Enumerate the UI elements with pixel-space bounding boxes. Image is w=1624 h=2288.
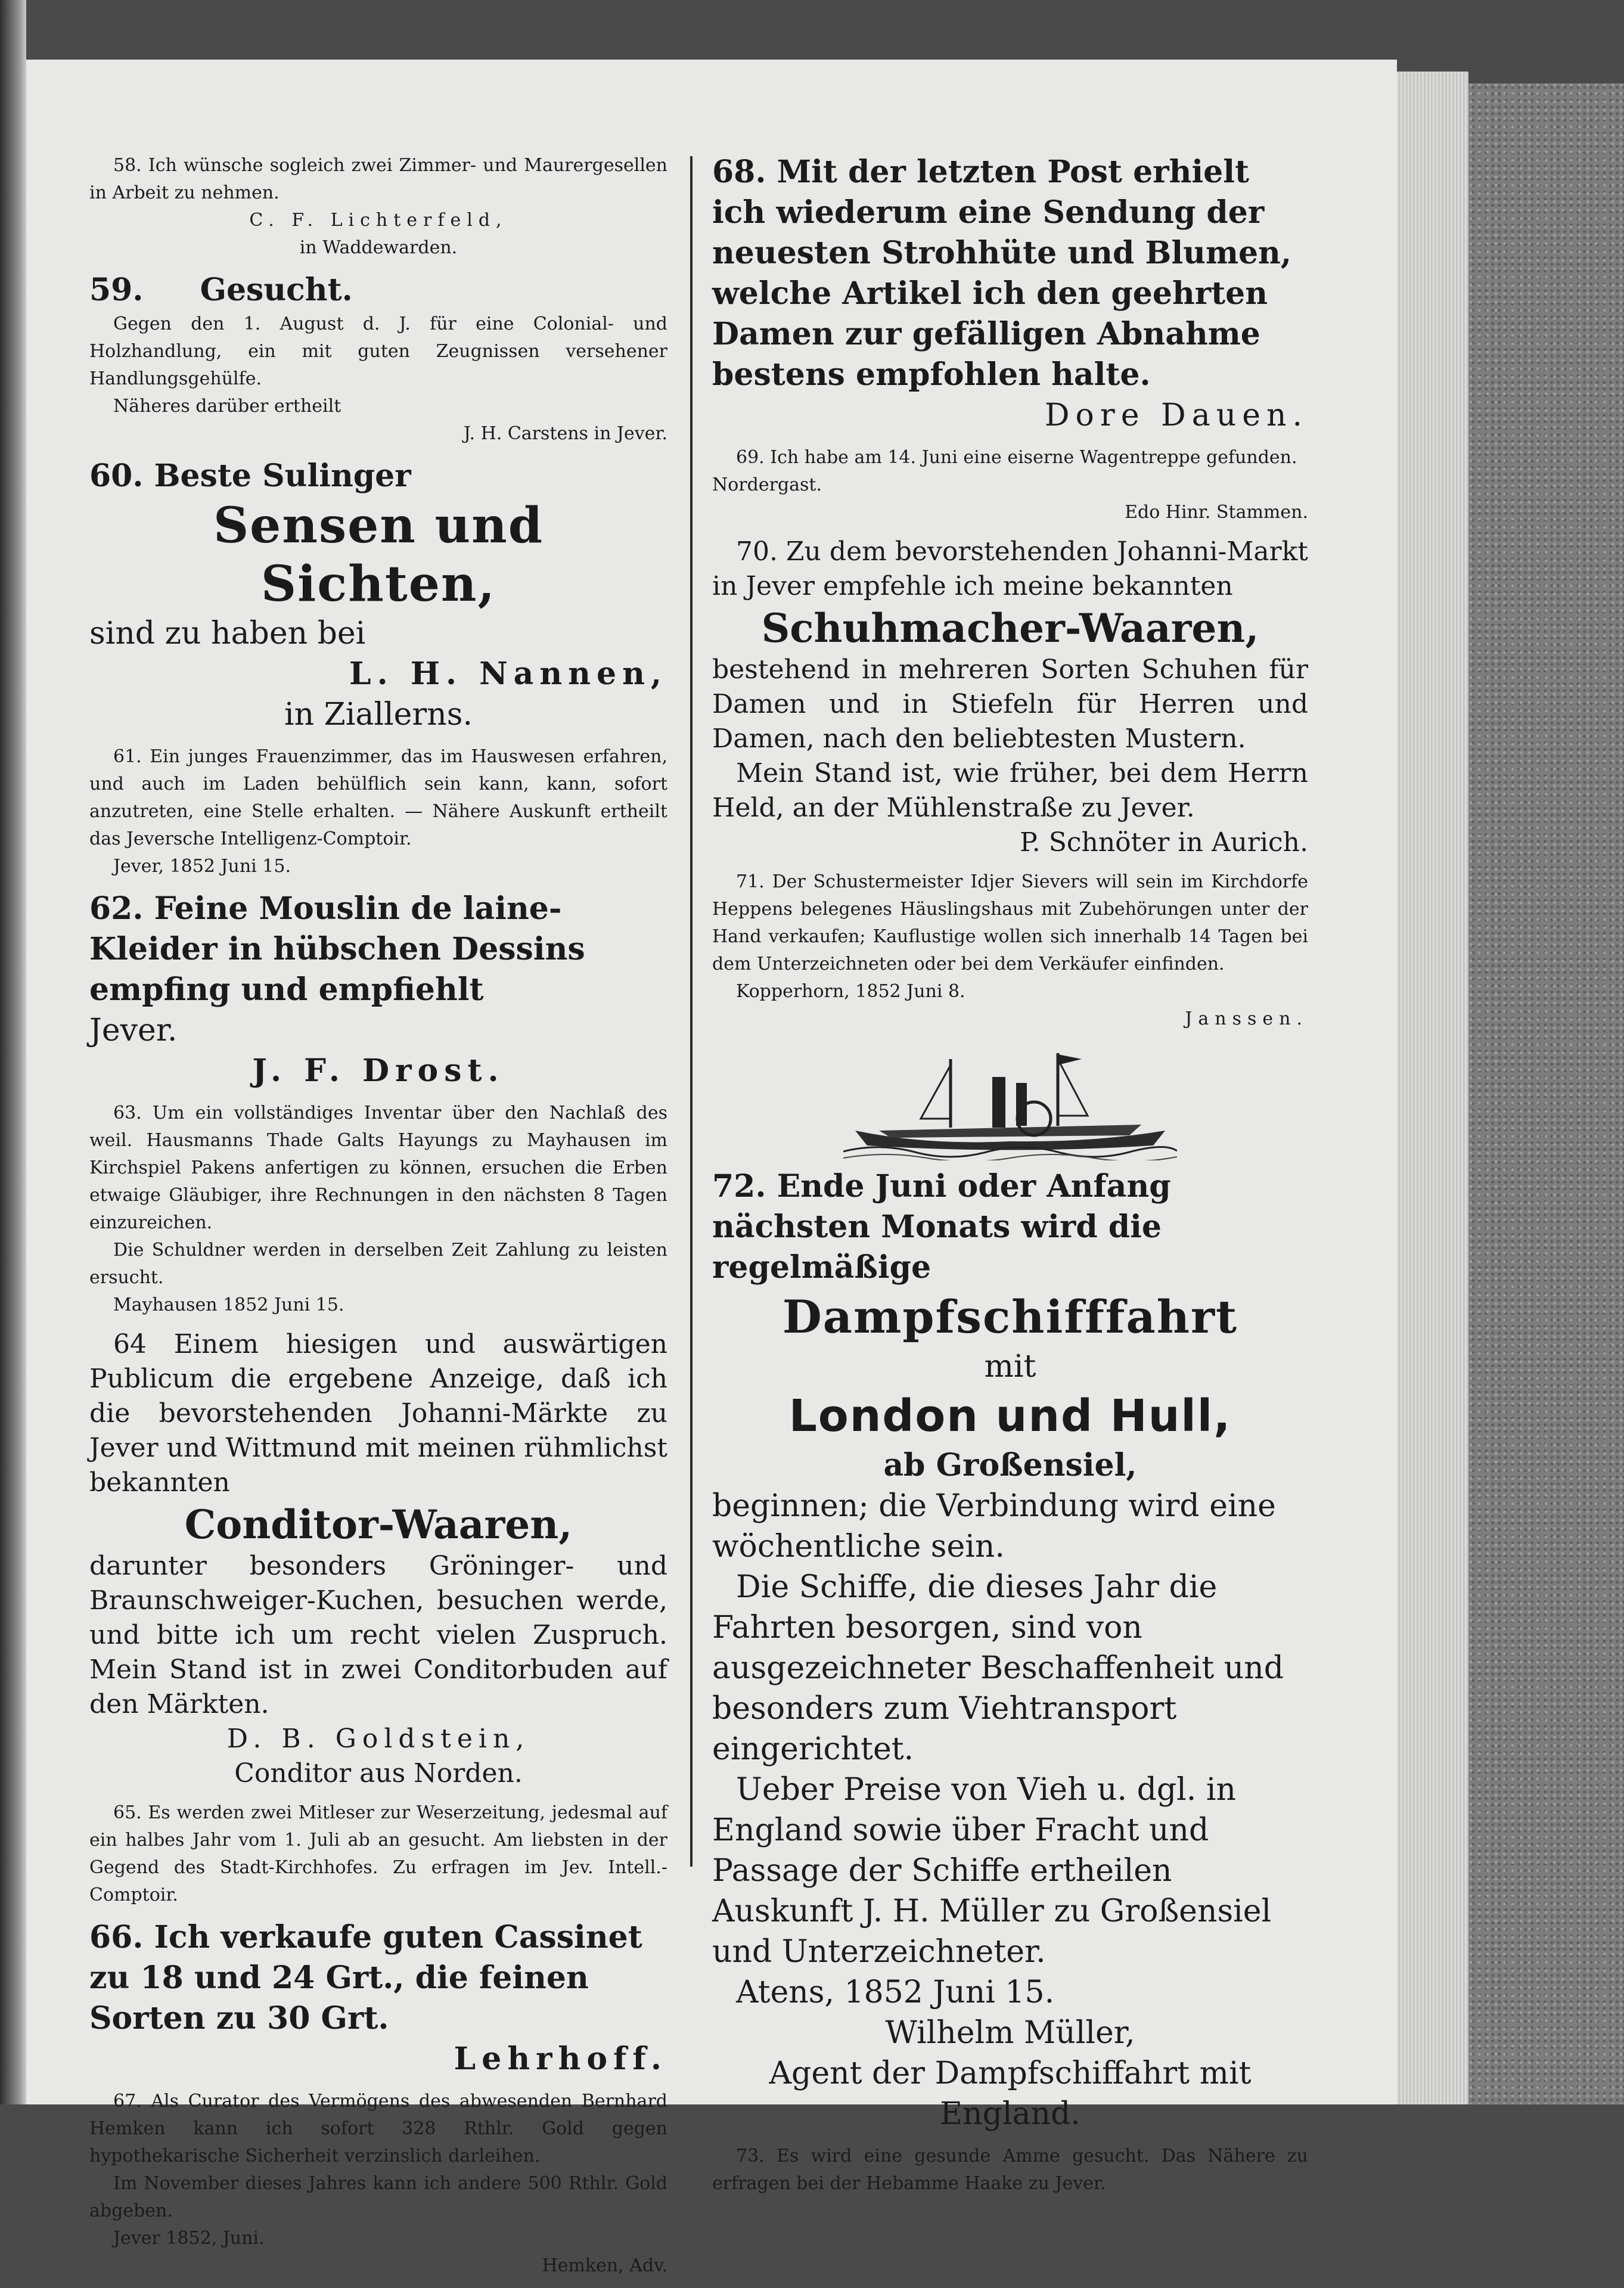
book-page-edges: [1397, 72, 1468, 2104]
ad-66-text: 66. Ich verkaufe guten Cassinet zu 18 und 24 Grt., die feinen Sorten zu 30 Grt.: [89, 1919, 642, 2036]
ad-62: [89, 889, 667, 1091]
ad-65: [89, 1799, 667, 1909]
ad-69-signature: Edo Hinr. Stammen.: [1125, 502, 1308, 523]
ad-72-mit: mit: [984, 1349, 1036, 1384]
ad-68: [712, 152, 1308, 436]
ad-60-head: 60. Beste Sulinger: [89, 458, 411, 494]
ad-63-date: Mayhausen 1852 Juni 15.: [113, 1294, 344, 1315]
ad-59: [89, 270, 667, 448]
ad-72: [712, 1166, 1308, 2134]
ad-72-text: 72. Ende Juni oder Anfang nächsten Monats wird die regelmäßige: [712, 1168, 1171, 1286]
ad-71-text: 71. Der Schustermeister Idjer Sievers will sein im Kirchdorfe Heppens belegenes Häuslingshaus mit Zubehörungen unter der Hand verkaufen; Kauflustige wollen sich innerhalb 14 Tagen bei dem Unterzeichneten oder bei dem Verkäufer einfinden.: [712, 871, 1308, 974]
ad-58-place: in Waddewarden.: [299, 237, 458, 258]
ad-59-number: 59.: [89, 272, 144, 308]
ad-64-text2: darunter besonders Gröninger- und Braunschweiger-Kuchen, besuchen werde, und bitte ich um recht vielen Zuspruch. Mein Stand ist in zwei Conditorbuden auf den Märkten.: [89, 1551, 667, 1719]
ad-72-from: ab Großensiel,: [883, 1447, 1137, 1483]
ad-68-signature: Dore Dauen.: [1044, 398, 1308, 433]
ad-67-text: 67. Als Curator des Vermögens des abwesenden Bernhard Hemken kann ich sofort 328 Rthlr. Gold gegen hypothekarische Sicherheit verzinslich darleihen.: [89, 2091, 667, 2166]
ad-61-text: 61. Ein junges Frauenzimmer, das im Hauswesen erfahren, und auch im Laden behülflich sein kann, kann, sofort anzutreten, eine Stelle erhalten. — Nähere Auskunft ertheilt das Jeversche Intelligenz-Comptoir.: [89, 746, 667, 849]
ad-59-signature: J. H. Carstens in Jever.: [463, 423, 667, 444]
ad-67-text2: Im November dieses Jahres kann ich andere 500 Rthlr. Gold abgeben.: [89, 2173, 667, 2221]
ad-59-more: Näheres darüber ertheilt: [113, 396, 341, 417]
ad-72-text4: Ueber Preise von Vieh u. dgl. in England sowie über Fracht und Passage der Schiffe ertheilen Auskunft J. H. Müller zu Großensiel und Unterzeichneter.: [712, 1772, 1272, 1970]
ad-72-date: Atens, 1852 Juni 15.: [736, 1975, 1055, 2010]
ad-67-date: Jever 1852, Juni.: [113, 2228, 265, 2249]
ad-70-text2: bestehend in mehreren Sorten Schuhen für Damen und in Stiefeln für Herren und Damen, nach den beliebtesten Mustern.: [712, 654, 1308, 754]
ad-71-date: Kopperhorn, 1852 Juni 8.: [736, 981, 965, 1002]
ad-72-destinations: London und Hull,: [788, 1390, 1232, 1442]
steamship-icon: [843, 1041, 1177, 1160]
ad-60-line: sind zu haben bei: [89, 616, 366, 651]
ad-69-text: 69. Ich habe am 14. Juni eine eiserne Wagentreppe gefunden.: [736, 447, 1297, 468]
ad-65-text: 65. Es werden zwei Mitleser zur Weserzeitung, jedesmal auf ein halbes Jahr vom 1. Juli ab an gesucht. Am liebsten in der Gegend des Stadt-Kirchhofes. Zu erfragen im Jev. Intell.-Comptoir.: [89, 1802, 667, 1905]
book-cover: [1468, 83, 1624, 2104]
ad-63-text: 63. Um ein vollständiges Inventar über den Nachlaß des weil. Hausmanns Thade Galts Hayungs zu Mayhausen im Kirchspiel Pakens anfertigen zu können, ersuchen die Erben etwaige Gläubiger, ihre Rechnungen in den nächsten 8 Tagen einzureichen.: [89, 1103, 667, 1233]
ad-59-heading-row: [89, 270, 667, 311]
ad-72-title: Agent der Dampfschiffahrt mit England.: [769, 2056, 1252, 2132]
ad-63: [89, 1100, 667, 1319]
ad-72-signature: Wilhelm Müller,: [885, 2015, 1135, 2051]
ad-61: [89, 743, 667, 880]
ad-71-signature: Janssen.: [1185, 1008, 1308, 1029]
ad-60: [89, 456, 667, 735]
ad-64-product: Conditor-Waaren,: [184, 1501, 573, 1548]
ad-69-place: Nordergast.: [712, 474, 822, 495]
column-divider: [690, 156, 693, 1867]
ad-67-signature: Hemken, Adv.: [542, 2255, 667, 2276]
ad-67: [89, 2088, 667, 2280]
ad-70-text3: Mein Stand ist, wie früher, bei dem Herrn Held, an der Mühlenstraße zu Jever.: [712, 758, 1308, 823]
ad-68-text: 68. Mit der letzten Post erhielt ich wiederum eine Sendung der neuesten Strohhüte und Blumen, welche Artikel ich den geehrten Damen zur gefälligen Abnahme bestens empfohlen halte.: [712, 154, 1291, 393]
ad-72-text2: beginnen; die Verbindung wird eine wöchentliche sein.: [712, 1488, 1276, 1564]
ad-66: [89, 1917, 667, 2079]
ad-64-text: 64 Einem hiesigen und auswärtigen Publicum die ergebene Anzeige, daß ich die bevorstehenden Johanni-Märkte zu Jever und Wittmund mit meinen rühmlichst bekannten: [89, 1329, 667, 1498]
ad-64-signature: D. B. Goldstein,: [226, 1724, 530, 1754]
adjacent-page-edge: [0, 0, 26, 2104]
ad-73-text: 73. Es wird eine gesunde Amme gesucht. Das Nähere zu erfragen bei der Hebamme Haake zu Jever.: [712, 2146, 1308, 2194]
ad-60-product: Sensen und Sichten,: [213, 497, 544, 613]
ad-58-signature: C. F. Lichterfeld,: [249, 210, 508, 231]
ad-58: [89, 152, 667, 262]
right-column: [712, 152, 1308, 2206]
left-column: [89, 152, 667, 2288]
ad-62-signature: J. F. Drost.: [252, 1053, 505, 1089]
ad-60-place: in Ziallerns.: [284, 697, 473, 732]
ad-59-heading: Gesucht.: [200, 272, 353, 308]
ad-60-signature: L. H. Nannen,: [349, 656, 667, 692]
ad-72-text3: Die Schiffe, die dieses Jahr die Fahrten besorgen, sind von ausgezeichneter Beschaffenheit und besonders zum Viehtransport eingerichtet.: [712, 1569, 1284, 1767]
ad-70-signature: P. Schnöter in Aurich.: [1020, 827, 1308, 858]
ad-59-text: Gegen den 1. August d. J. für eine Colonial- und Holzhandlung, ein mit guten Zeugnissen versehener Handlungsgehülfe.: [89, 313, 667, 389]
ad-63-text2: Die Schuldner werden in derselben Zeit Zahlung zu leisten ersucht.: [89, 1240, 667, 1288]
ad-72-service: Dampfschifffahrt: [782, 1290, 1238, 1343]
ad-69: [712, 444, 1308, 526]
ad-66-signature: Lehrhoff.: [454, 2041, 667, 2077]
ad-70: [712, 535, 1308, 860]
ad-58-text: 58. Ich wünsche sogleich zwei Zimmer- und Maurergesellen in Arbeit zu nehmen.: [89, 155, 667, 203]
ad-70-product: Schuhmacher-Waaren,: [761, 605, 1259, 651]
ad-62-text: 62. Feine Mouslin de laine-Kleider in hübschen Dessins empfing und empfiehlt: [89, 890, 585, 1008]
ad-64-title: Conditor aus Norden.: [234, 1758, 523, 1789]
ad-62-place: Jever.: [89, 1013, 178, 1048]
ad-71: [712, 868, 1308, 1033]
ad-64: [89, 1327, 667, 1791]
ad-73: [712, 2143, 1308, 2197]
ad-61-date: Jever, 1852 Juni 15.: [113, 856, 291, 877]
ad-70-text: 70. Zu dem bevorstehenden Johanni-Markt in Jever empfehle ich meine bekannten: [712, 536, 1308, 601]
